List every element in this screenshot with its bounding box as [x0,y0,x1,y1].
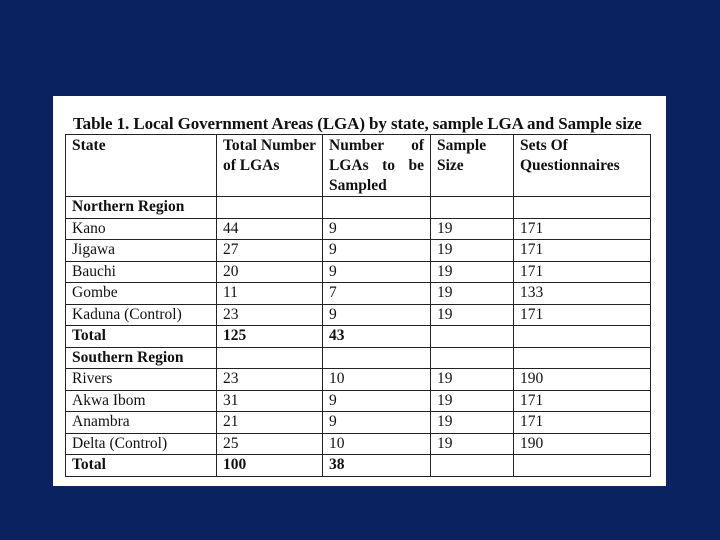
total-row [66,455,651,477]
table-cell: 19 [431,369,514,391]
table-cell: Delta (Control) [66,433,217,455]
region-row [66,197,651,219]
table-cell: 19 [431,390,514,412]
table-cell: Kano [66,218,217,240]
table-row [66,433,651,455]
table-cell: 190 [514,369,651,391]
table-cell: Akwa Ibom [66,390,217,412]
empty-cell [323,197,431,219]
header-cell: Sample Size [431,135,514,197]
table-cell: 7 [323,283,431,305]
table-cell: 9 [323,304,431,326]
empty-cell [323,347,431,369]
table-cell: 25 [217,433,323,455]
table-cell: 133 [514,283,651,305]
total-cell: 100 [217,455,323,477]
region-row [66,347,651,369]
table-cell: 27 [217,240,323,262]
header-cell: Total Number of LGAs [217,135,323,197]
table-cell: 23 [217,304,323,326]
table-cell: Gombe [66,283,217,305]
table-row [66,390,651,412]
table-cell: 19 [431,433,514,455]
region-name: Northern Region [66,197,217,219]
header-row [66,135,651,197]
table-cell: 19 [431,218,514,240]
empty-cell [217,347,323,369]
table-cell: Kaduna (Control) [66,304,217,326]
table-cell: 23 [217,369,323,391]
table-row [66,283,651,305]
total-cell: 38 [323,455,431,477]
table-cell: 31 [217,390,323,412]
table-cell: 171 [514,390,651,412]
table-cell: 171 [514,304,651,326]
region-name: Southern Region [66,347,217,369]
table-cell: 9 [323,390,431,412]
table-cell: 19 [431,240,514,262]
empty-cell [217,197,323,219]
table-cell: Anambra [66,412,217,434]
table-row [66,304,651,326]
table-image [53,96,666,486]
total-cell [514,455,651,477]
total-cell: 125 [217,326,323,348]
table-cell: 190 [514,433,651,455]
table-row [66,369,651,391]
header-cell: State [66,135,217,197]
table-cell: Bauchi [66,261,217,283]
table-cell: 19 [431,261,514,283]
total-cell [431,326,514,348]
table-cell: 171 [514,412,651,434]
table-cell: 19 [431,412,514,434]
total-cell: Total [66,455,217,477]
table-cell: 20 [217,261,323,283]
table-cell: 10 [323,433,431,455]
empty-cell [514,197,651,219]
table-cell: 171 [514,240,651,262]
table-cell: 10 [323,369,431,391]
table-cell: 44 [217,218,323,240]
table-cell: 171 [514,218,651,240]
total-cell: 43 [323,326,431,348]
lga-table [65,134,651,477]
total-cell: Total [66,326,217,348]
empty-cell [431,197,514,219]
table-cell: 9 [323,240,431,262]
header-cell: Sets Of Questionnaires [514,135,651,197]
total-row [66,326,651,348]
table-cell: 19 [431,304,514,326]
table-cell: 11 [217,283,323,305]
table-cell: 21 [217,412,323,434]
table-title: Table 1. Local Government Areas (LGA) by state, sample LGA and Sample size [73,114,642,133]
header-cell: Number of LGAs to be Sampled [323,135,431,197]
empty-cell [431,347,514,369]
table-cell: Jigawa [66,240,217,262]
table-cell: 9 [323,218,431,240]
table-row [66,412,651,434]
table-cell: 9 [323,412,431,434]
table-cell: 19 [431,283,514,305]
table-cell: Rivers [66,369,217,391]
total-cell [431,455,514,477]
table-row [66,261,651,283]
total-cell [514,326,651,348]
table-cell: 9 [323,261,431,283]
table-row [66,218,651,240]
table-body [66,135,651,477]
table-cell: 171 [514,261,651,283]
table-row [66,240,651,262]
empty-cell [514,347,651,369]
